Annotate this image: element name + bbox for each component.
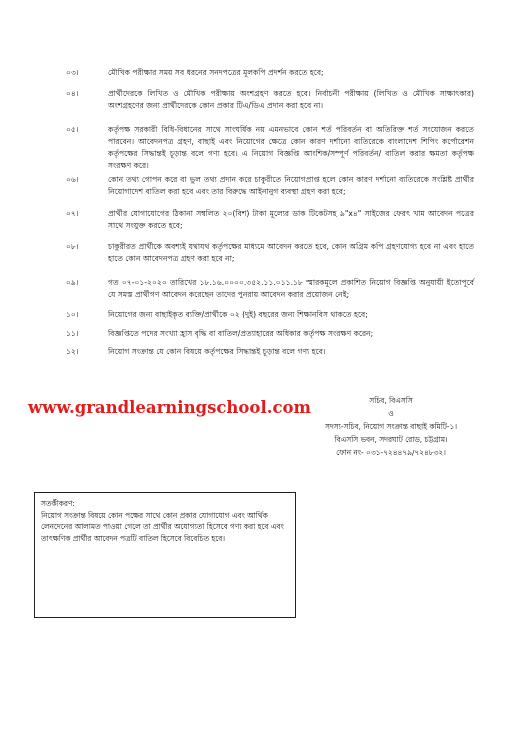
notice-body: নিয়োগ সংক্রান্ত বিষয়ে কোন পক্ষের সাথে কোন প্রকার যোগাযোগ এবং আর্থিক লেনদেনের আলামত পাওয়া গেলে তা প্রার্থীর অযোগ্যতা হিসেবে গণ্য করা হবে এবং তাৎক্ষণিক প্রার্থীর আবেদন পত্রটি বাতিল হিসেবে বিবেচিত হবে।: [41, 510, 284, 543]
item-text: নিয়োগ সংক্রান্ত যে কোন বিষয়ে কর্তৃপক্ষের সিদ্ধান্তই চূড়ান্ত বলে গণ্য হবে।: [108, 347, 326, 356]
notice-title: সতর্কীকরণ:: [41, 499, 75, 508]
item-number: ০৪।: [66, 89, 79, 98]
signature-line-phone: ফোন নং- ০৩১-৭২৪৪৭৯/৭২৪৮৩২।: [336, 448, 446, 457]
item-text: প্রার্থীদেরকে লিখিত ও মৌখিক পরীক্ষায় অংশগ্রহণ করতে হবে। নির্বাচনী পরীক্ষায় (লিখিত ও মৌখিক সাক্ষাৎকার) অংশগ্রহণের জন্য প্রার্থীদেরকে কোন প্রকার টিএ/ডিএ প্রদান করা হবে না।: [108, 89, 474, 110]
website-watermark: www.grandlearningschool.com: [28, 398, 311, 417]
item-text: নিয়োগের জন্য বাছাইকৃত ব্যক্তি/প্রার্থীকে ০২ (দুই) বছরের জন্য শিক্ষানবিস থাকতে হবে;: [108, 310, 368, 319]
signature-line-and: ও: [388, 409, 394, 418]
item-text: প্রার্থীর যোগাযোগের ঠিকানা সম্বলিত ২০(বিশ) টাকা মূল্যের ডাক টিকেটসহ ৯"x৪" সাইজের ফেরৎ খাম আবেদন পত্রের সাথে সংযুক্ত করতে হবে;: [108, 209, 474, 230]
item-text: কোন তথ্য গোপন করে বা ভুল তথ্য প্রদান করে চাকুরীতে নিয়োগপ্রাপ্ত হলে কোন কারণ দর্শানো ব্যতিরেকে সংশ্লিষ্ট প্রার্থীর নিয়োগাদেশ বাতিল করা হবে এবং তার বিরুদ্ধে আইনানুগ ব্যবস্থা গ্রহণ করা হবে;: [108, 175, 474, 196]
item-number: ১২।: [66, 347, 79, 356]
item-text: বিজ্ঞপ্তিতে পদের সংখ্যা হ্রাস বৃদ্ধি বা বাতিল/প্রত্যাহারের অধিকার কর্তৃপক্ষ সংরক্ষণ করেন;: [108, 329, 374, 338]
item-number: ০৫।: [66, 125, 79, 134]
signature-line-address: বিএসসি ভবন, সদরঘাট রোড, চট্টগ্রাম।: [334, 435, 448, 444]
item-number: ১১।: [66, 329, 79, 338]
item-number: ০৬।: [66, 175, 79, 184]
item-text: চাকুরীরত প্রার্থীকে অবশ্যই যথাযথ কর্তৃপক্ষের মাধ্যমে আবেদন করতে হবে, কোন অগ্রিম কপি গ্রহণযোগ্য হবে না এবং হাতে হাতে কোন আবেদনপত্র গ্রহণ করা হবে না;: [108, 242, 474, 263]
item-number: ০৮।: [66, 242, 79, 251]
signature-line-secretary: সচিব, বিএসসি: [369, 396, 413, 405]
item-number: ০৩।: [66, 68, 79, 77]
item-number: ০৭।: [66, 209, 79, 218]
item-number: ১০।: [66, 310, 79, 319]
warning-notice-box: [34, 492, 296, 618]
item-text: কর্তৃপক্ষ সরকারী বিধি-বিধানের সাথে সাংঘর্ষিক নয় এমনভাবে কোন শর্ত পরিবর্তন বা অতিরিক্ত শর্ত সংযোজন করতে পারবেন। আবেদনপত্র গ্রহণ, বাছাই এবং নিয়োগের ক্ষেত্রে কোন কারণ দর্শানো ব্যতিরেকে বাংলাদেশ শিপিং কর্পোরেশন কর্তৃপক্ষের সিদ্ধান্তই চূড়ান্ত বলে গণ্য হবে। এ নিয়োগ বিজ্ঞপ্তি আংশিক/সম্পূর্ণ পরিবর্তন/ বাতিল করার ক্ষমতা কর্তৃপক্ষ সংরক্ষণ করে।: [108, 125, 474, 170]
signature-line-member-secretary: সদস্য-সচিব, নিয়োগ সংক্রান্ত বাছাই কমিটি-১।: [325, 422, 457, 431]
item-text: গত ০৭-০১-২০২০ তারিখের ১৮.১৬.০০০০.৩৫২.১১.০১১.১৮ স্মারকমূলে প্রকাশিত নিয়োগ বিজ্ঞপ্তি অনুযায়ী ইতোপূর্বে যে সমস্ত প্রার্থীগণ আবেদন করেছেন তাদের পুনরায় আবেদন করার প্রয়োজন নেই;: [108, 278, 474, 299]
item-text: মৌখিক পরীক্ষার সময় সব ধরনের সনদপত্রের মূলকপি প্রদর্শন করতে হবে;: [108, 68, 324, 77]
item-number: ০৯।: [66, 278, 79, 287]
